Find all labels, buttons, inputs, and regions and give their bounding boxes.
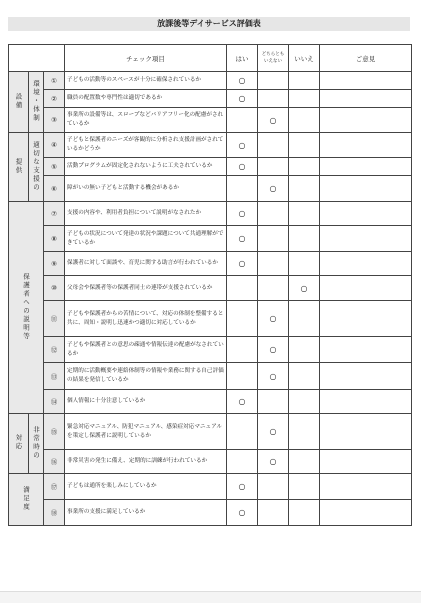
check-item-text: 事業所の支援に満足しているか bbox=[65, 500, 227, 526]
opinion-cell bbox=[320, 202, 412, 226]
table-row bbox=[9, 450, 412, 474]
answer-no bbox=[289, 202, 320, 226]
header-row bbox=[9, 45, 412, 72]
answer-neither bbox=[258, 202, 289, 226]
answer-no bbox=[289, 474, 320, 500]
answer-yes bbox=[227, 337, 258, 363]
opinion-cell bbox=[320, 301, 412, 337]
answer-yes bbox=[227, 108, 258, 133]
row-number: ⑩ bbox=[44, 276, 65, 301]
answer-no bbox=[289, 72, 320, 90]
opinion-cell bbox=[320, 90, 412, 108]
check-item-text: 活動プログラムが固定化されないように工夫されているか bbox=[65, 158, 227, 176]
answer-neither bbox=[258, 72, 289, 90]
answer-neither: ○ bbox=[258, 450, 289, 474]
answer-no bbox=[289, 337, 320, 363]
answer-neither: ○ bbox=[258, 363, 289, 390]
answer-neither bbox=[258, 158, 289, 176]
table-row bbox=[9, 202, 412, 226]
opinion-cell bbox=[320, 474, 412, 500]
subcategory-label: 適切な支援の bbox=[29, 133, 44, 202]
answer-neither: ○ bbox=[258, 176, 289, 202]
answer-neither bbox=[258, 133, 289, 158]
category-label: 設備 bbox=[9, 72, 29, 133]
table-row bbox=[9, 474, 412, 500]
check-item-text: 子どもの状況について発達の状況や課題について共通理解ができているか bbox=[65, 226, 227, 252]
answer-no bbox=[289, 363, 320, 390]
header-opinion: ご意見 bbox=[320, 45, 412, 72]
table-row bbox=[9, 176, 412, 202]
check-item-text: 定期的に活動概要や連絡体制等の情報や業務に関する自己評価の結果を発信しているか bbox=[65, 363, 227, 390]
check-item-text: 障がいの無い子どもと活動する機会があるか bbox=[65, 176, 227, 202]
answer-yes: ○ bbox=[227, 202, 258, 226]
row-number: ⑪ bbox=[44, 301, 65, 337]
row-number: ⑧ bbox=[44, 226, 65, 252]
answer-neither: ○ bbox=[258, 108, 289, 133]
row-number: ⑤ bbox=[44, 158, 65, 176]
row-number: ⑬ bbox=[44, 363, 65, 390]
check-item-text: 保護者に対して面談や、育児に関する助言が行われているか bbox=[65, 252, 227, 276]
table-row bbox=[9, 90, 412, 108]
table-row bbox=[9, 301, 412, 337]
answer-no bbox=[289, 90, 320, 108]
row-number: ⑰ bbox=[44, 474, 65, 500]
answer-yes: ○ bbox=[227, 390, 258, 414]
opinion-cell bbox=[320, 414, 412, 450]
answer-yes bbox=[227, 414, 258, 450]
answer-no bbox=[289, 450, 320, 474]
answer-yes bbox=[227, 450, 258, 474]
answer-yes bbox=[227, 301, 258, 337]
check-item-text: 事業所の設備等は、スロープなどバリアフリー化の配慮がされているか bbox=[65, 108, 227, 133]
opinion-cell bbox=[320, 276, 412, 301]
check-item-text: 緊急対応マニュアル、防犯マニュアル、感染症対応マニュアルを策定し保護者に説明しているか bbox=[65, 414, 227, 450]
table-row bbox=[9, 108, 412, 133]
row-number: ⑥ bbox=[44, 176, 65, 202]
row-number: ④ bbox=[44, 133, 65, 158]
check-item-text: 子どもの活動等のスペースが十分に確保されているか bbox=[65, 72, 227, 90]
opinion-cell bbox=[320, 133, 412, 158]
row-number: ⑦ bbox=[44, 202, 65, 226]
answer-neither: ○ bbox=[258, 301, 289, 337]
row-number: ⑮ bbox=[44, 414, 65, 450]
row-number: ③ bbox=[44, 108, 65, 133]
answer-no: ○ bbox=[289, 276, 320, 301]
answer-no bbox=[289, 158, 320, 176]
row-number: ⑯ bbox=[44, 450, 65, 474]
check-item-text: 子どもや保護者からの苦情について、対応の体制を整備すると共に、周知・説明し迅速かつ適切に対応しているか bbox=[65, 301, 227, 337]
check-item-text: 個人情報に十分注意しているか bbox=[65, 390, 227, 414]
answer-neither bbox=[258, 90, 289, 108]
table-row bbox=[9, 390, 412, 414]
table-row bbox=[9, 252, 412, 276]
evaluation-table bbox=[8, 44, 412, 526]
answer-yes: ○ bbox=[227, 474, 258, 500]
header-no: いいえ bbox=[289, 45, 320, 72]
check-item-text: 父母会や保護者等の保護者同士の連帯が支援されているか bbox=[65, 276, 227, 301]
opinion-cell bbox=[320, 363, 412, 390]
answer-no bbox=[289, 226, 320, 252]
header-neither: どちらともいえない bbox=[258, 45, 289, 72]
answer-neither bbox=[258, 226, 289, 252]
answer-no bbox=[289, 252, 320, 276]
answer-yes: ○ bbox=[227, 133, 258, 158]
answer-yes: ○ bbox=[227, 90, 258, 108]
check-item-text: 職員の配置数や専門性は適切であるか bbox=[65, 90, 227, 108]
answer-neither: ○ bbox=[258, 414, 289, 450]
bottom-bar bbox=[0, 591, 421, 603]
answer-no bbox=[289, 414, 320, 450]
answer-neither: ○ bbox=[258, 337, 289, 363]
check-item-text: 支援の内容や、利用者負担について説明がなされたか bbox=[65, 202, 227, 226]
check-item-text: 子どもは通所を楽しみにしているか bbox=[65, 474, 227, 500]
answer-yes bbox=[227, 363, 258, 390]
table-row bbox=[9, 337, 412, 363]
check-item-text: 子どもや保護者との意思の疎通や情報伝達の配慮がなされているか bbox=[65, 337, 227, 363]
table-row bbox=[9, 414, 412, 450]
opinion-cell bbox=[320, 390, 412, 414]
category-label: 提供 bbox=[9, 133, 29, 202]
opinion-cell bbox=[320, 337, 412, 363]
table-row bbox=[9, 72, 412, 90]
opinion-cell bbox=[320, 450, 412, 474]
opinion-cell bbox=[320, 176, 412, 202]
answer-yes: ○ bbox=[227, 500, 258, 526]
answer-no bbox=[289, 390, 320, 414]
subcategory-label: 環境・体制 bbox=[29, 72, 44, 133]
page-title: 放課後等デイサービス評価表 bbox=[8, 17, 410, 31]
table-row bbox=[9, 500, 412, 526]
answer-neither bbox=[258, 276, 289, 301]
answer-no bbox=[289, 133, 320, 158]
table-row bbox=[9, 133, 412, 158]
answer-yes bbox=[227, 176, 258, 202]
answer-yes: ○ bbox=[227, 226, 258, 252]
check-item-text: 子どもと保護者のニーズが客観的に分析され支援計画がされているかどうか bbox=[65, 133, 227, 158]
opinion-cell bbox=[320, 500, 412, 526]
table-row bbox=[9, 276, 412, 301]
answer-neither bbox=[258, 390, 289, 414]
category-label: 満足度 bbox=[9, 474, 44, 526]
row-number: ⑫ bbox=[44, 337, 65, 363]
answer-neither bbox=[258, 474, 289, 500]
answer-yes: ○ bbox=[227, 72, 258, 90]
header-yes: はい bbox=[227, 45, 258, 72]
category-label: 対応 bbox=[9, 414, 29, 474]
row-number: ⑭ bbox=[44, 390, 65, 414]
opinion-cell bbox=[320, 158, 412, 176]
row-number: ⑱ bbox=[44, 500, 65, 526]
answer-yes: ○ bbox=[227, 252, 258, 276]
opinion-cell bbox=[320, 226, 412, 252]
table-row bbox=[9, 226, 412, 252]
answer-yes bbox=[227, 276, 258, 301]
answer-no bbox=[289, 301, 320, 337]
answer-no bbox=[289, 176, 320, 202]
answer-no bbox=[289, 108, 320, 133]
category-label: 保護者への説明等 bbox=[9, 202, 44, 414]
answer-yes: ○ bbox=[227, 158, 258, 176]
opinion-cell bbox=[320, 252, 412, 276]
answer-no bbox=[289, 500, 320, 526]
row-number: ② bbox=[44, 90, 65, 108]
header-item: チェック項目 bbox=[65, 45, 227, 72]
answer-neither bbox=[258, 252, 289, 276]
row-number: ① bbox=[44, 72, 65, 90]
opinion-cell bbox=[320, 72, 412, 90]
check-item-text: 非常災害の発生に備え、定期的に訓練が行われているか bbox=[65, 450, 227, 474]
opinion-cell bbox=[320, 108, 412, 133]
header-blank bbox=[9, 45, 65, 72]
subcategory-label: 非常時の bbox=[29, 414, 44, 474]
row-number: ⑨ bbox=[44, 252, 65, 276]
answer-neither bbox=[258, 500, 289, 526]
table-row bbox=[9, 363, 412, 390]
table-row bbox=[9, 158, 412, 176]
